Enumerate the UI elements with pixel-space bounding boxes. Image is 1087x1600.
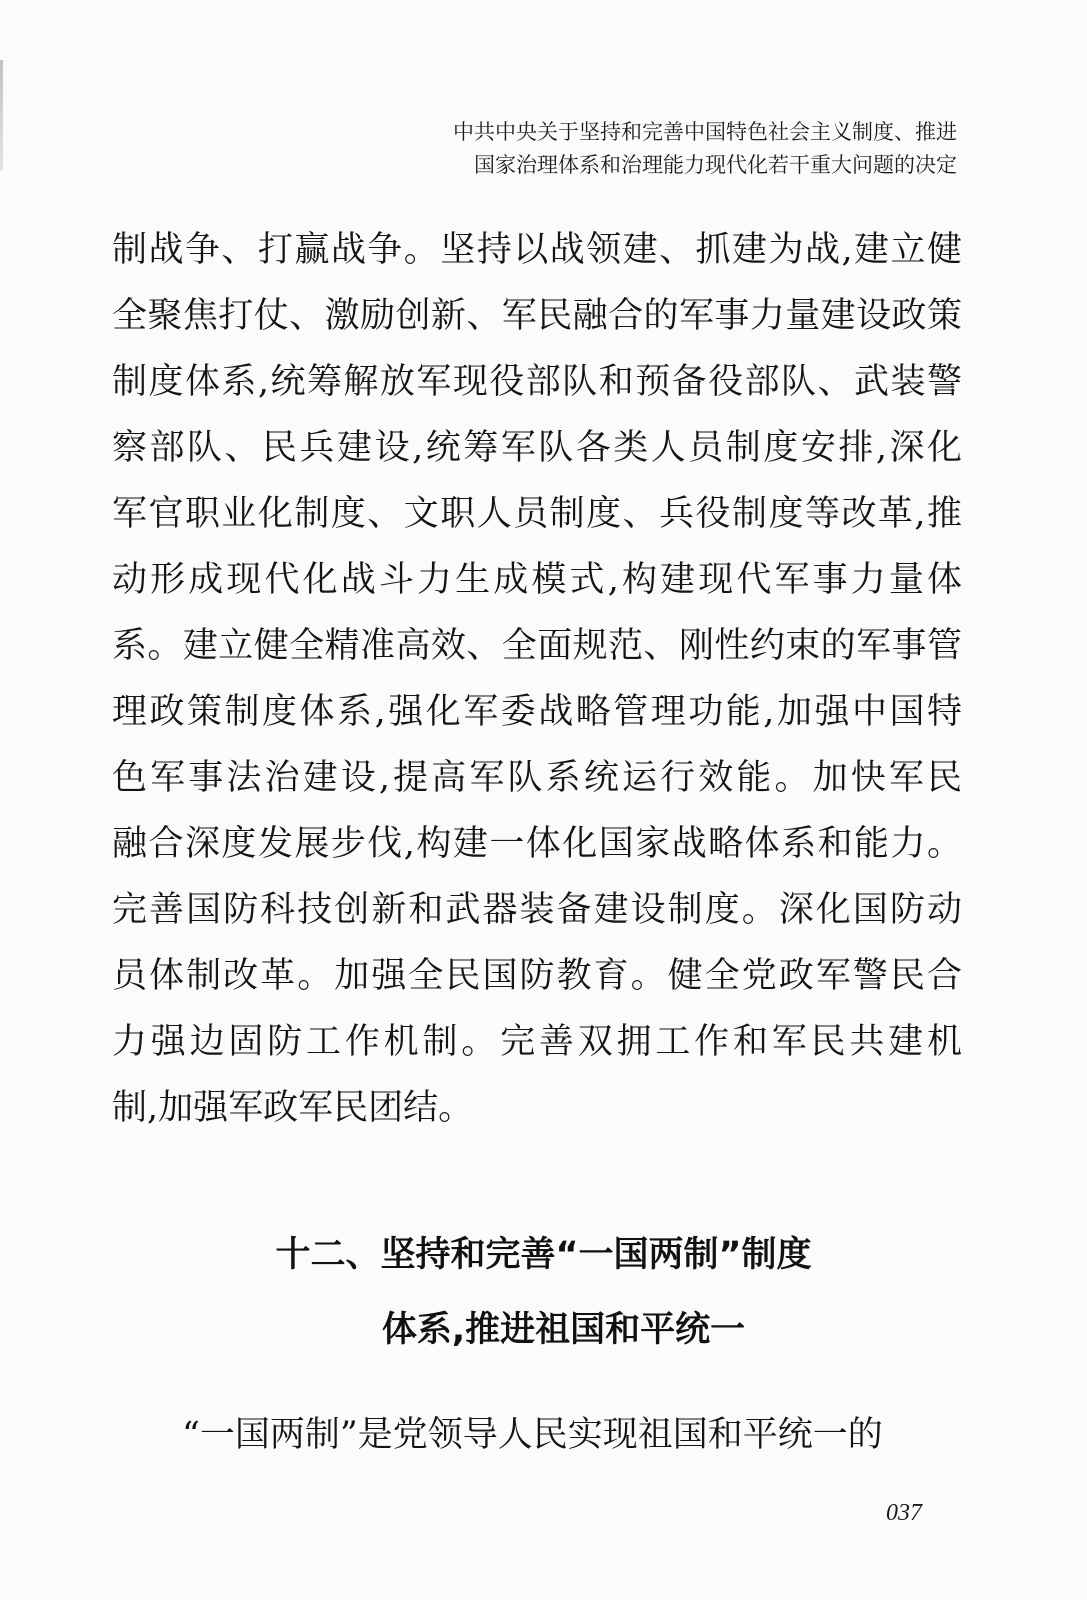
body-line: 融合深度发展步伐,构建一体化国家战略体系和能力。	[112, 824, 962, 864]
body-line: 制,加强军政军民团结。	[112, 1088, 474, 1128]
body-line: 力强边固防工作机制。完善双拥工作和军民共建机	[112, 1022, 962, 1062]
body-line: 制战争、打赢战争。坚持以战领建、抓建为战,建立健	[112, 230, 962, 270]
body-line: 制度体系,统筹解放军现役部队和预备役部队、武装警	[112, 362, 962, 402]
body-line: 完善国防科技创新和武器装备建设制度。深化国防动	[112, 890, 962, 930]
body-line: 察部队、民兵建设,统筹军队各类人员制度安排,深化	[112, 428, 962, 468]
section-title	[0, 1218, 1087, 1368]
body-line: 理政策制度体系,强化军委战略管理功能,加强中国特	[112, 692, 962, 732]
body-line: 员体制改革。加强全民国防教育。健全党政军警民合	[112, 956, 962, 996]
body-line: 色军事法治建设,提高军队系统运行效能。加快军民	[112, 758, 962, 798]
scan-edge-mark	[0, 60, 3, 170]
running-head-line-1: 中共中央关于坚持和完善中国特色社会主义制度、推进	[453, 120, 957, 144]
body-line: 全聚焦打仗、激励创新、军民融合的军事力量建设政策	[112, 296, 962, 336]
running-head	[453, 116, 957, 182]
body-line: 军官职业化制度、文职人员制度、兵役制度等改革,推	[112, 494, 962, 534]
section-title-line-1: 十二、坚持和完善“一国两制”制度	[275, 1235, 812, 1275]
body-line: 动形成现代化战斗力生成模式,构建现代军事力量体	[112, 560, 962, 600]
running-head-line-2: 国家治理体系和治理能力现代化若干重大问题的决定	[474, 153, 957, 177]
body-text	[112, 217, 962, 1141]
paragraph-start: “一国两制”是党领导人民实现祖国和平统一的	[182, 1415, 883, 1455]
section-title-line-2: 体系,推进祖国和平统一	[381, 1310, 746, 1350]
body-line: 系。建立健全精准高效、全面规范、刚性约束的军事管	[112, 626, 962, 666]
page-number: 037	[886, 1500, 922, 1526]
